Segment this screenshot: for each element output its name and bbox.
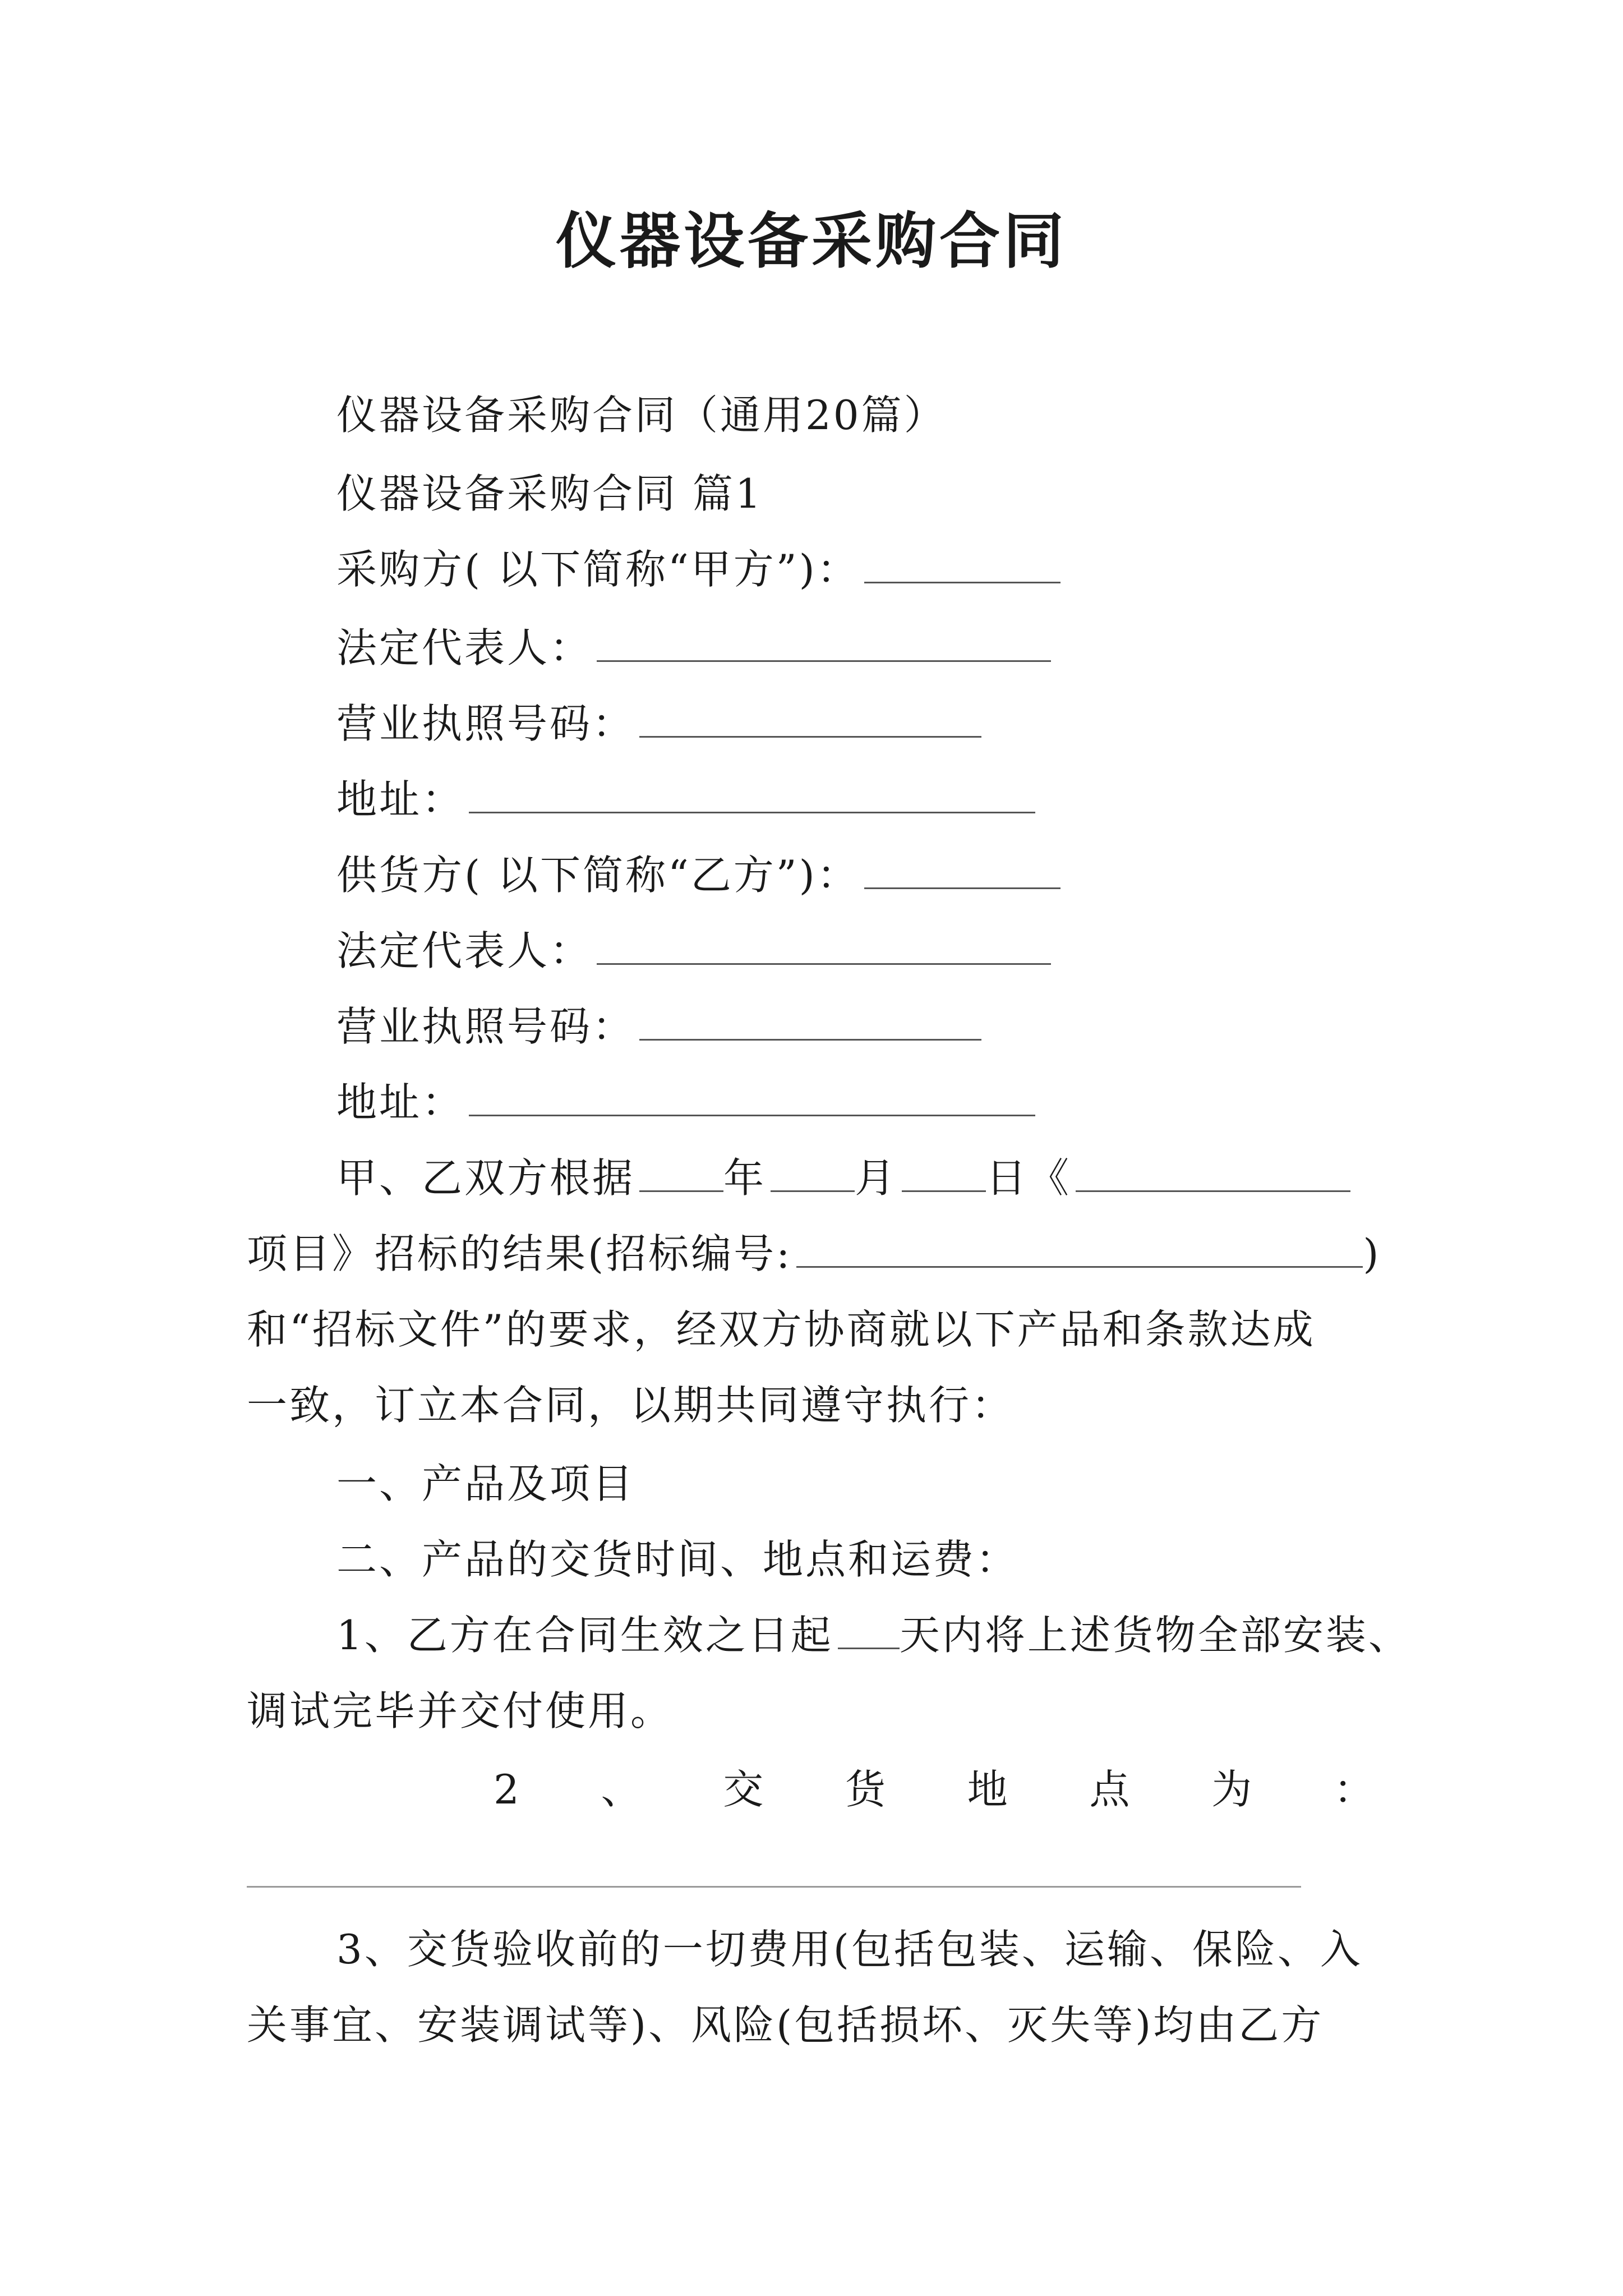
delivery-location-blank[interactable] [247, 1886, 1301, 1888]
closing-paren: ) [1363, 1230, 1381, 1277]
supplier-line [336, 847, 1061, 903]
buyer-address-line [336, 771, 1035, 827]
clause-2-char: ： [1333, 1766, 1374, 1813]
clause-3-line-1: 3、交货验收前的一切费用(包括包装、运输、保险、入 [336, 1926, 1363, 1973]
clause-2-char: 点 [1089, 1766, 1130, 1813]
section-heading: 仪器设备采购合同 篇1 [336, 470, 763, 517]
delivery-days-blank[interactable] [838, 1614, 900, 1649]
clause-1-text-cont: 天内将上述货物全部安装、 [899, 1612, 1411, 1659]
buyer-line [336, 541, 1061, 597]
item-two-heading: 二、产品的交货时间、地点和运费： [336, 1536, 1019, 1583]
year-label: 年 [723, 1154, 767, 1202]
basis-day-blank[interactable] [902, 1157, 986, 1192]
supplier-rep-line [336, 923, 1051, 979]
clause-2-char: 地 [967, 1766, 1008, 1813]
tender-number-blank[interactable] [796, 1232, 1363, 1268]
supplier-address-line [336, 1074, 1035, 1130]
clause-1-line-1 [336, 1607, 1411, 1663]
buyer-name-blank[interactable] [864, 548, 1061, 583]
buyer-label: 采购方( 以下简称“甲方”)： [336, 546, 860, 593]
supplier-address-blank[interactable] [469, 1081, 1035, 1116]
supplier-license-line [336, 999, 981, 1055]
buyer-license-label: 营业执照号码： [336, 700, 635, 747]
clause-2-char: 2 [494, 1766, 519, 1813]
buyer-license-blank[interactable] [639, 702, 981, 738]
supplier-name-blank[interactable] [864, 854, 1061, 889]
buyer-license-line [336, 696, 981, 752]
clause-2-char: 、 [601, 1766, 642, 1813]
basis-text: 甲、乙双方根据 [336, 1154, 635, 1202]
basis-month-blank[interactable] [771, 1157, 855, 1192]
clause-1-line-2: 调试完毕并交付使用。 [247, 1687, 674, 1734]
buyer-rep-blank[interactable] [597, 627, 1051, 662]
clause-1-text: 1、乙方在合同生效之日起 [336, 1612, 833, 1659]
supplier-license-label: 营业执照号码： [336, 1003, 635, 1050]
document-title: 仪器设备采购合同 [555, 206, 1067, 277]
clause-3-line-2: 关事宜、安装调试等)、风险(包括损坏、灭失等)均由乙方 [247, 2001, 1324, 2049]
buyer-rep-label: 法定代表人： [336, 624, 593, 671]
document-subtitle: 仪器设备采购合同（通用20篇） [336, 392, 947, 439]
clause-2-line [494, 1761, 1374, 1818]
tender-number-label: 项目》招标的结果(招标编号: [247, 1230, 792, 1277]
supplier-rep-label: 法定代表人： [336, 927, 593, 974]
supplier-license-blank[interactable] [639, 1005, 981, 1041]
supplier-address-label: 地址： [336, 1079, 465, 1126]
buyer-address-label: 地址： [336, 776, 465, 823]
clause-2-char: 交 [723, 1766, 764, 1813]
basis-paragraph-line-2 [247, 1226, 1381, 1282]
clause-2-char: 为 [1211, 1766, 1252, 1813]
project-name-blank[interactable] [1076, 1157, 1350, 1192]
buyer-address-blank[interactable] [469, 778, 1035, 813]
supplier-label: 供货方( 以下简称“乙方”)： [336, 852, 860, 899]
basis-paragraph-line-4: 一致，订立本合同，以期共同遵守执行： [247, 1382, 1015, 1429]
clause-2-char: 货 [845, 1766, 886, 1813]
buyer-rep-line [336, 620, 1051, 676]
day-label: 日《 [986, 1154, 1072, 1202]
basis-year-blank[interactable] [639, 1157, 723, 1192]
basis-paragraph-line-3: 和“招标文件”的要求，经双方协商就以下产品和条款达成 [247, 1306, 1316, 1353]
item-one-heading: 一、产品及项目 [336, 1460, 635, 1507]
basis-paragraph-line-1 [336, 1150, 1350, 1206]
supplier-rep-blank[interactable] [597, 930, 1051, 965]
month-label: 月 [855, 1154, 898, 1202]
